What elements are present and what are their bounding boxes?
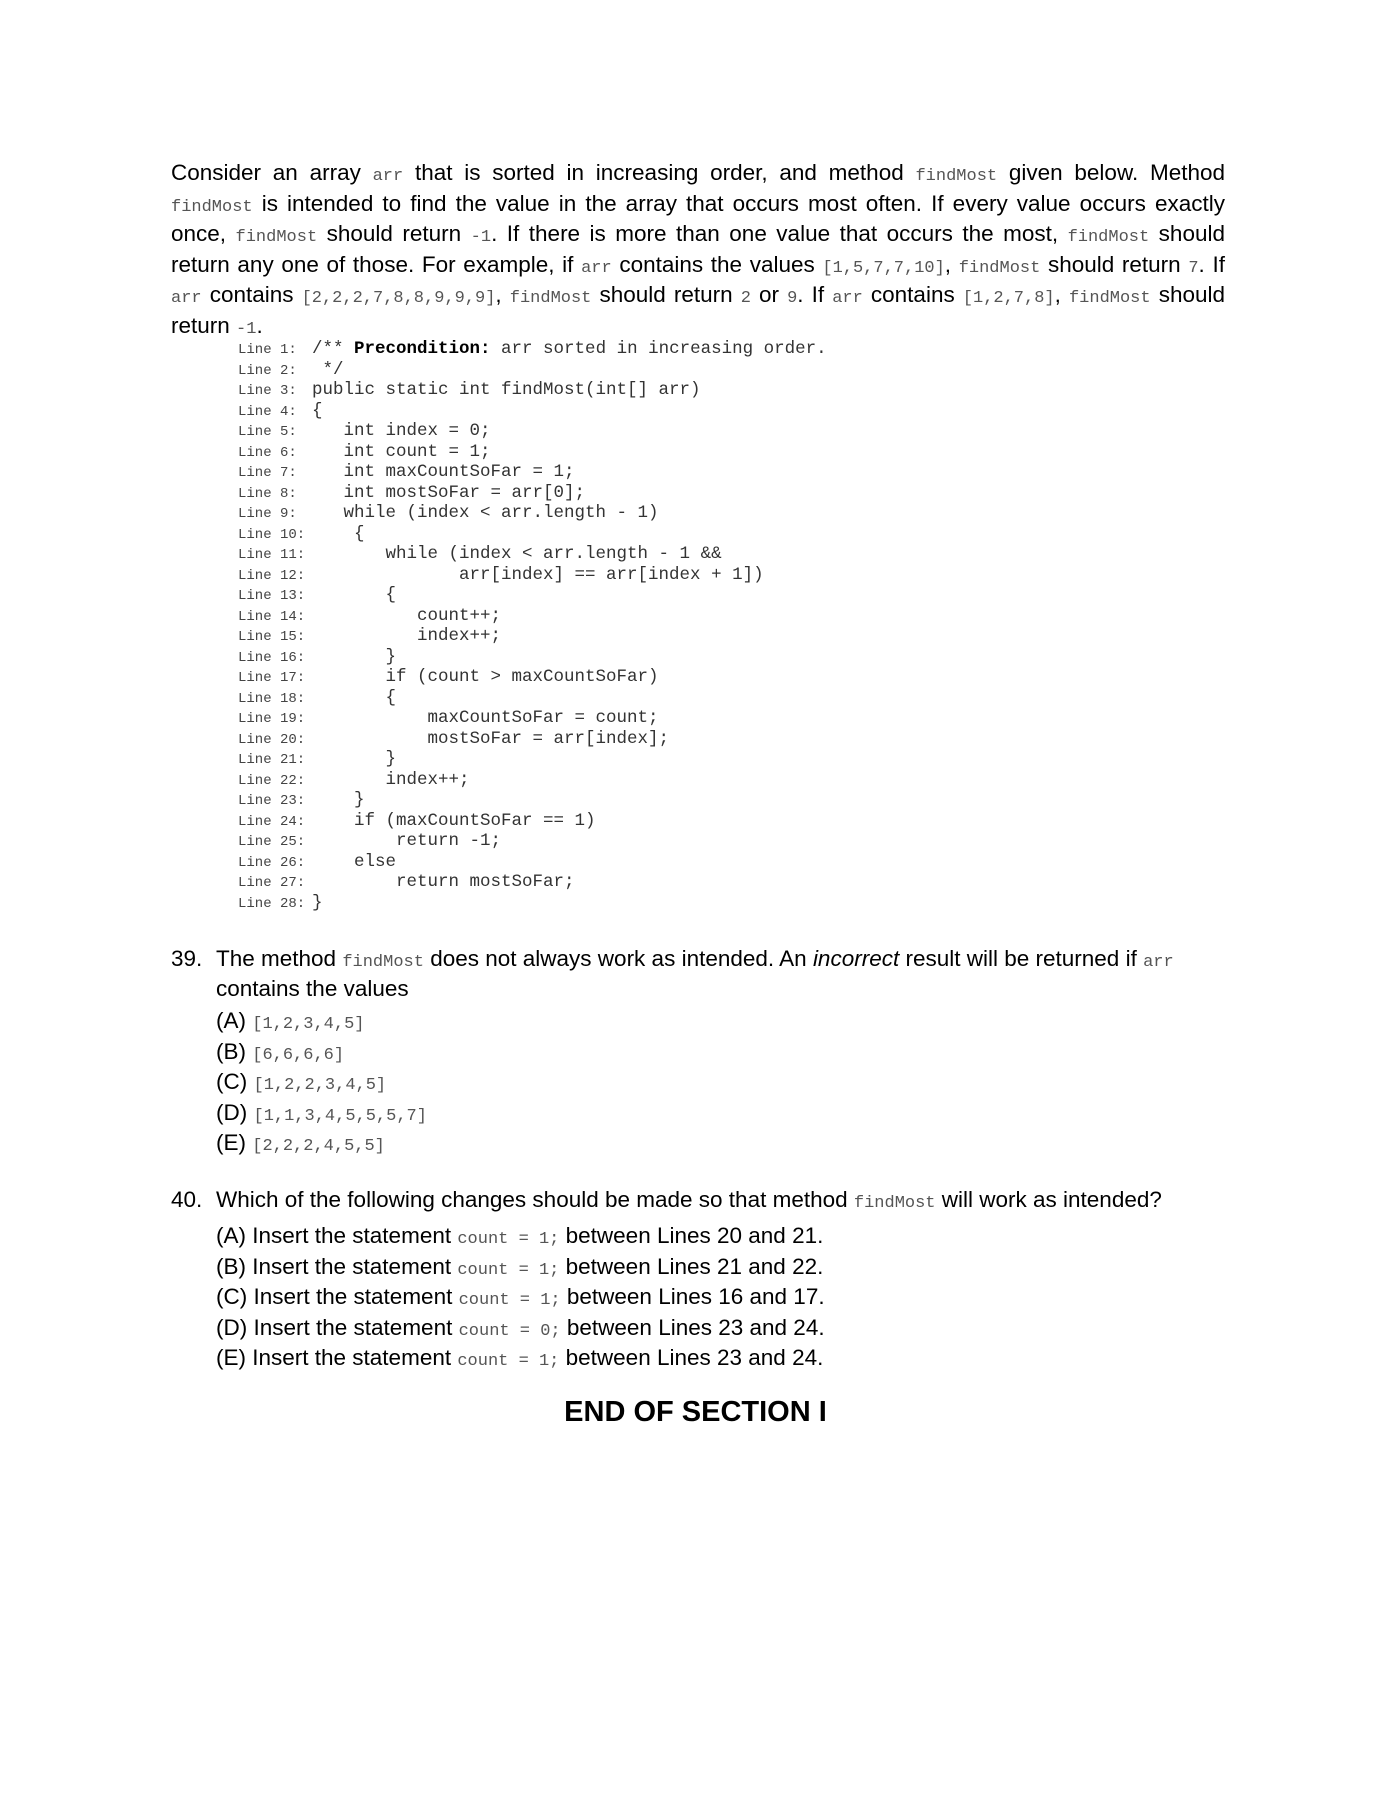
code-findmost: findMost (509, 289, 592, 308)
code-line: Line 9: while (index < arr.length - 1) (238, 503, 659, 523)
code-neg1: -1 (236, 319, 257, 339)
code-line: Line 5: int index = 0; (238, 421, 491, 441)
answer-choice[interactable]: (E) Insert the statement count = 1; between Lines 23 and 24. (216, 1345, 824, 1371)
answer-choice[interactable]: (D) [1,1,3,4,5,5,5,7] (216, 1099, 427, 1126)
code-line: Line 15: index++; (238, 626, 502, 646)
answer-choice[interactable]: (D) Insert the statement count = 0; between Lines 23 and 24. (216, 1314, 825, 1341)
line-label: Line 17: (238, 670, 306, 686)
code-findmost: findMost (1068, 289, 1151, 308)
code-findmost: findMost (915, 167, 998, 186)
code-line: Line 8: int mostSoFar = arr[0]; (238, 482, 586, 503)
code-line: Line 28: } (238, 892, 323, 913)
line-label: Line 24: (238, 813, 306, 830)
line-label: Line 25: (238, 834, 306, 850)
code-arr: arr (832, 289, 863, 308)
code-findmost: findMost (958, 258, 1041, 278)
code-line: Line 25: return -1; (238, 831, 502, 851)
intro-paragraph: Consider an array arr that is sorted in increasing order, and method findMost given below. Method findMost is intended to find the value in the array that occurs most often. If every value occurs exactly once, findMost should return -1. If there is more than one value that occurs the most, findMost should return any one of those. For example, if arr contains the values [1,5,7,7,10], findMost should return 7. If arr contains [2,2,2,7,8,8,9,9,9], findMost should return 2 or 9. If arr contains [1,2,7,8], findMost should return -1. (171, 160, 1225, 339)
line-label: Line 12: (238, 567, 306, 584)
code-line: Line 26: else (238, 851, 397, 872)
code-line: Line 6: int count = 1; (238, 441, 491, 462)
code-arr: arr (171, 289, 202, 308)
line-label: Line 8: (238, 485, 297, 502)
code-arr: arr (581, 258, 612, 278)
code-line: Line 19: maxCountSoFar = count; (238, 708, 659, 728)
question-number: 40. (171, 1187, 203, 1212)
code-arr: arr (1143, 953, 1174, 972)
line-label: Line 21: (238, 752, 306, 768)
code-ret7: 7 (1188, 258, 1199, 278)
end-of-section-heading: END OF SECTION I (564, 1396, 827, 1428)
question-number: 39. (171, 946, 203, 971)
line-label: Line 13: (238, 588, 306, 604)
line-label: Line 1: (238, 342, 297, 358)
answer-choice[interactable]: (B) Insert the statement count = 1; between Lines 21 and 22. (216, 1253, 824, 1280)
answer-choice[interactable]: (C) Insert the statement count = 1; between Lines 16 and 17. (216, 1284, 825, 1310)
answer-choices (216, 1221, 1225, 1374)
line-label: Line 11: (238, 547, 306, 563)
answer-choice[interactable]: (E) [2,2,2,4,5,5] (216, 1130, 385, 1156)
code-findmost: findMost (235, 228, 318, 247)
line-label: Line 3: (238, 383, 297, 399)
code-line: Line 24: if (maxCountSoFar == 1) (238, 810, 596, 831)
line-label: Line 9: (238, 506, 297, 522)
code-example-1: [1,5,7,7,10] (822, 258, 945, 278)
code-line: Line 14: count++; (238, 605, 502, 626)
line-label: Line 22: (238, 772, 306, 789)
code-ret2: 2 (740, 289, 751, 308)
code-arr: arr (372, 167, 404, 186)
code-example-3: [1,2,7,8] (962, 289, 1055, 308)
code-line: Line 27: return mostSoFar; (238, 872, 575, 892)
code-line: Line 16: } (238, 646, 397, 667)
line-label: Line 23: (238, 793, 306, 809)
code-line: Line 7: int maxCountSoFar = 1; (238, 462, 575, 482)
line-label: Line 4: (238, 403, 297, 420)
line-label: Line 10: (238, 526, 306, 543)
code-findmost: findMost (853, 1194, 936, 1213)
question-stem: Which of the following changes should be made so that method findMost will work as intended? (216, 1187, 1162, 1213)
line-label: Line 19: (238, 711, 306, 727)
code-findmost: findMost (1067, 228, 1150, 247)
answer-choices (216, 1006, 1225, 1159)
line-label: Line 26: (238, 854, 306, 871)
line-label: Line 14: (238, 608, 306, 625)
line-label: Line 15: (238, 629, 306, 645)
code-line: Line 17: if (count > maxCountSoFar) (238, 667, 659, 687)
line-label: Line 27: (238, 875, 306, 891)
code-example-2: [2,2,2,7,8,8,9,9,9] (301, 289, 496, 308)
line-label: Line 5: (238, 424, 297, 440)
code-line: Line 1: /** Precondition: arr sorted in increasing order. (238, 339, 827, 359)
code-line: Line 11: while (index < arr.length - 1 && (238, 544, 722, 564)
code-neg1: -1 (470, 228, 492, 247)
code-line: Line 2: */ (238, 359, 344, 380)
question-stem: The method findMost does not always work as intended. An incorrect result will be returned if arr contains the values (216, 946, 1174, 1001)
code-line: Line 4: { (238, 400, 323, 421)
question-40 (171, 1187, 1225, 1374)
answer-choice[interactable]: (A) [1,2,3,4,5] (216, 1008, 365, 1034)
code-line: Line 13: { (238, 585, 397, 605)
code-line: Line 3: public static int findMost(int[] arr) (238, 380, 701, 400)
code-findmost: findMost (342, 953, 424, 972)
code-listing (238, 339, 827, 913)
line-label: Line 16: (238, 649, 306, 666)
line-label: Line 18: (238, 690, 306, 707)
code-line: Line 18: { (238, 687, 397, 708)
code-line: Line 21: } (238, 749, 397, 769)
line-label: Line 2: (238, 362, 297, 379)
code-line: Line 10: { (238, 523, 365, 544)
code-line: Line 20: mostSoFar = arr[index]; (238, 728, 670, 749)
answer-choice[interactable]: (C) [1,2,2,3,4,5] (216, 1069, 387, 1095)
line-label: Line 20: (238, 731, 306, 748)
answer-choice[interactable]: (A) Insert the statement count = 1; between Lines 20 and 21. (216, 1223, 824, 1249)
code-line: Line 22: index++; (238, 769, 470, 790)
code-findmost: findMost (171, 197, 253, 217)
answer-choice[interactable]: (B) [6,6,6,6] (216, 1038, 345, 1065)
line-label: Line 28: (238, 895, 306, 912)
code-line: Line 12: arr[index] == arr[index + 1]) (238, 564, 764, 585)
code-ret9: 9 (787, 289, 798, 308)
code-line: Line 23: } (238, 790, 365, 810)
question-39 (171, 946, 1225, 1159)
line-label: Line 6: (238, 444, 297, 461)
line-label: Line 7: (238, 465, 297, 481)
